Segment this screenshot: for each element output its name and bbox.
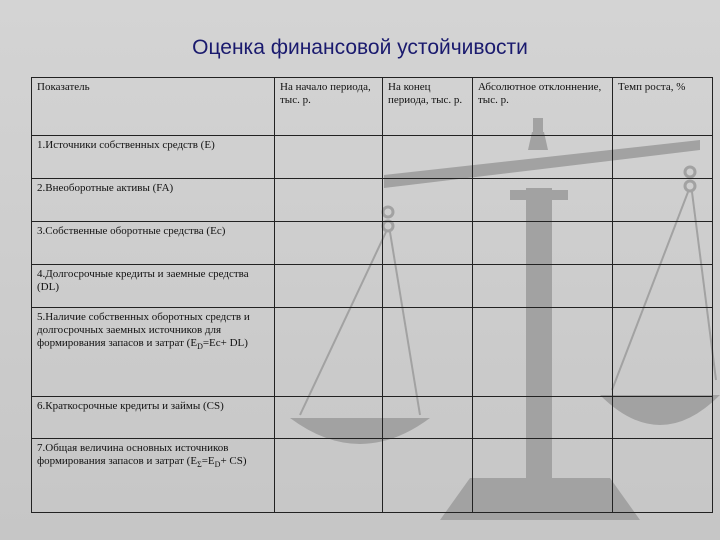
value-absolute-deviation [473, 308, 613, 397]
table-row [32, 397, 713, 439]
subscript-d: D [197, 342, 203, 352]
header-growth-rate: Темп роста, % [613, 78, 713, 136]
header-period-start: На начало периода, тыс. р. [275, 78, 383, 136]
value-period-start [275, 265, 383, 308]
table-row [32, 308, 713, 397]
value-growth-rate [613, 222, 713, 265]
value-absolute-deviation [473, 222, 613, 265]
financial-stability-table [31, 77, 713, 513]
value-period-start [275, 439, 383, 513]
value-period-end [383, 439, 473, 513]
row-label [32, 308, 275, 397]
value-period-start [275, 397, 383, 439]
value-period-end [383, 179, 473, 222]
value-period-end [383, 136, 473, 179]
value-period-start [275, 308, 383, 397]
value-period-start [275, 222, 383, 265]
row-label-text-mid: =E [201, 455, 215, 467]
subscript-d: D [214, 460, 221, 470]
table-row [32, 222, 713, 265]
value-period-start [275, 136, 383, 179]
table-row [32, 179, 713, 222]
row-label: 3.Собственные оборотные средства (Ec) [32, 222, 275, 265]
value-growth-rate [613, 136, 713, 179]
value-growth-rate [613, 308, 713, 397]
row-label [32, 439, 275, 513]
value-period-end [383, 308, 473, 397]
value-absolute-deviation [473, 179, 613, 222]
value-period-end [383, 222, 473, 265]
value-growth-rate [613, 439, 713, 513]
header-indicator: Показатель [32, 78, 275, 136]
row-label-text-end: =Ec+ DL) [202, 337, 248, 349]
table-row [32, 136, 713, 179]
row-label: 6.Краткосрочные кредиты и займы (CS) [32, 397, 275, 439]
header-absolute-deviation: Абсолютное отклоннение, тыс. р. [473, 78, 613, 136]
row-label: 4.Долгосрочные кредиты и заемные средства (DL) [32, 265, 275, 308]
value-absolute-deviation [473, 397, 613, 439]
table-row [32, 265, 713, 308]
header-period-end: На конец периода, тыс. р. [383, 78, 473, 136]
value-growth-rate [613, 397, 713, 439]
value-absolute-deviation [473, 136, 613, 179]
value-absolute-deviation [473, 265, 613, 308]
slide-title: Оценка финансовой устойчивости [192, 36, 528, 59]
subscript-sigma: Σ [197, 460, 202, 470]
value-period-start [275, 179, 383, 222]
table-header-row [32, 78, 713, 136]
table-row [32, 439, 713, 513]
row-label-text-end: + CS) [220, 455, 247, 467]
value-growth-rate [613, 265, 713, 308]
row-label: 2.Внеоборотные активы (FA) [32, 179, 275, 222]
value-period-end [383, 397, 473, 439]
row-label: 1.Источники собственных средств (E) [32, 136, 275, 179]
value-period-end [383, 265, 473, 308]
value-growth-rate [613, 179, 713, 222]
value-absolute-deviation [473, 439, 613, 513]
row-label-text: 5.Наличие собственных оборотных средств и долгосрочных заемных источников для формирования запасов и затрат (E [37, 311, 250, 349]
row-label-text: 7.Общая величина основных источников формирования запасов и затрат (E [37, 442, 229, 467]
